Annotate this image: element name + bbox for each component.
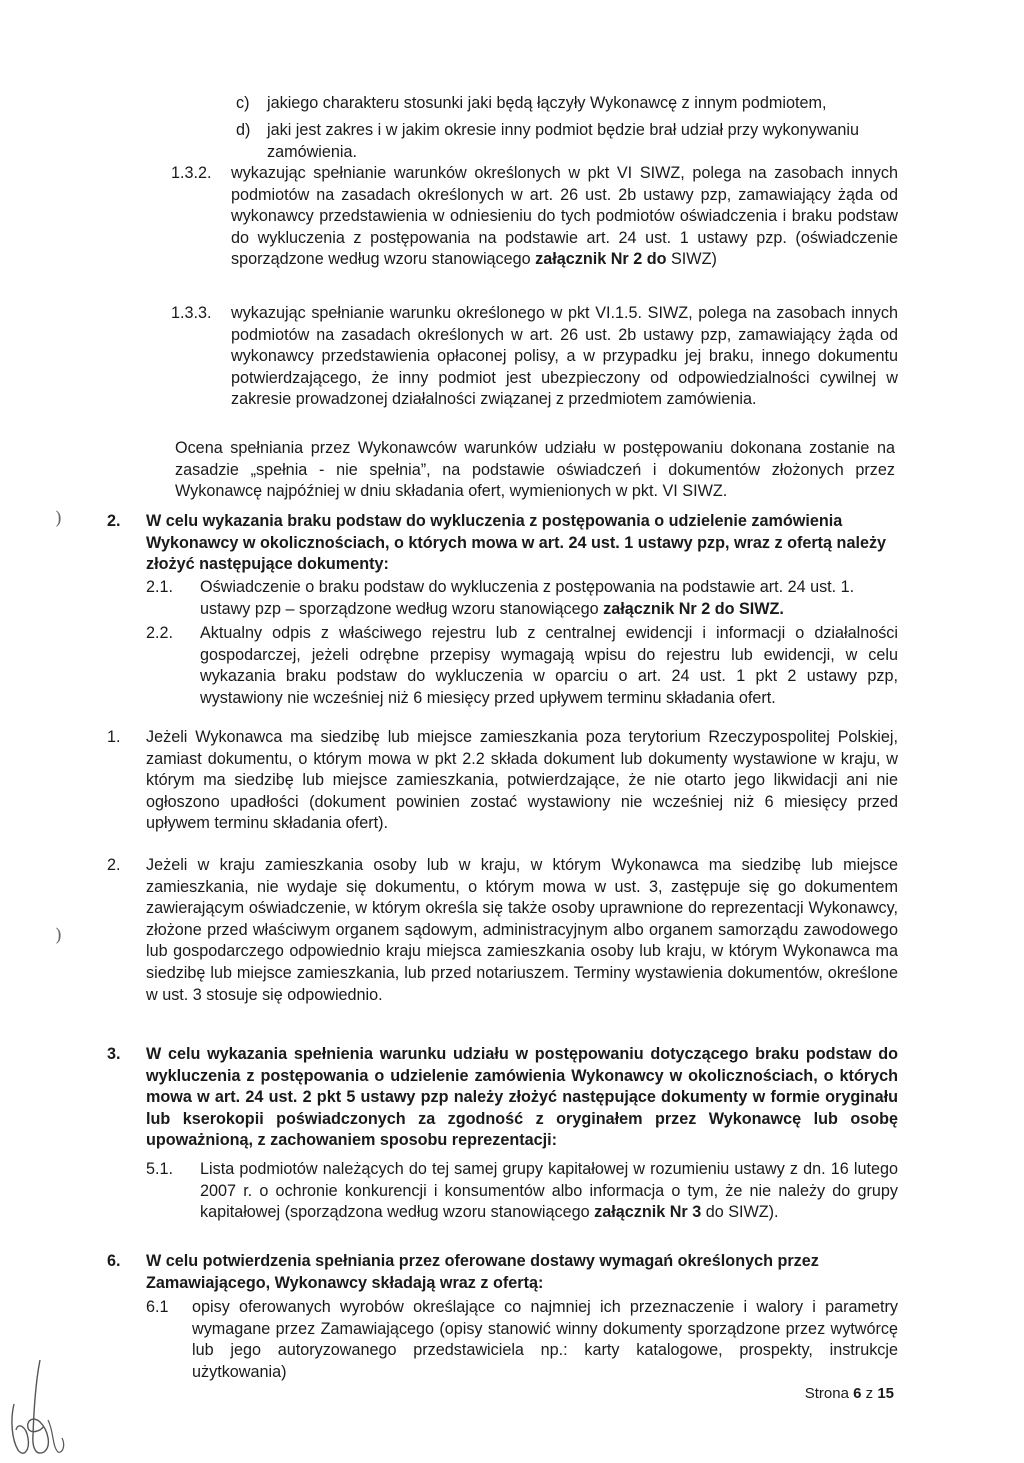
evaluation-paragraph: Ocena spełniania przez Wykonawców warunków udziału w postępowaniu dokonana zostanie na zasadzie „spełnia - nie spełnia”, na podstawie oświadczeń i dokumentów złożonych przez Wykonawcę najpóźniej w dniu składania ofert, wymienionych w pkt. VI SIWZ. (175, 439, 895, 501)
paragraph-number: 2. (107, 856, 121, 874)
section-2-heading (107, 511, 898, 576)
section-text: Oświadczenie o braku podstaw do wykluczenia z postępowania na podstawie art. 24 ust. 1. ustawy pzp – sporządzone według wzoru stanowiącego załącznik Nr 2 do SIWZ. (200, 578, 855, 618)
section-1-3-2 (171, 163, 898, 271)
paragraph-number: 6. (107, 1252, 121, 1270)
section-number: 5.1. (146, 1160, 174, 1178)
margin-mark: ) (55, 925, 63, 946)
list-item-d (236, 120, 876, 163)
section-text: opisy oferowanych wyrobów określające co najmniej ich przeznaczenie i walory i parametry wymagane przez Zamawiającego (opisy stanowić winny dokumenty sporządzone przez wytwórcę lub jego autoryzowanego przedstawiciela np.: karty katalogowe, prospekty, instrukcje użytkowania) (192, 1298, 898, 1381)
paragraph-text: W celu wykazania spełnienia warunku udziału w postępowaniu dotyczącego braku podstaw do wykluczenia z postępowania o udzielenie zamówienia Wykonawcy w okolicznościach, o których mowa w art. 24 ust. 2 pkt 5 ustawy pzp należy złożyć następujące dokumenty w formie oryginału lub kserokopii poświadczonych za zgodność z oryginałem przez Wykonawcę lub osobę upoważnioną, z zachowaniem sposobu reprezentacji: (146, 1045, 898, 1150)
section-number: 2.2. (146, 624, 174, 642)
numbered-paragraph-3 (107, 1044, 898, 1152)
section-number: 6.1 (146, 1298, 169, 1316)
section-2-1 (146, 577, 898, 620)
margin-mark: ) (55, 508, 63, 529)
paragraph-text: Jeżeli Wykonawca ma siedzibę lub miejsce zamieszkania poza terytorium Rzeczypospolitej Polskiej, zamiast dokumentu, o którym mowa w pkt 2.2 składa dokument lub dokumenty wystawione w kraju, w którym ma siedzibę lub miejsce zamieszkania, potwierdzające, że nie otarto jego likwidacji ani nie ogłoszono upadłości (dokument powinien zostać wystawiony nie wcześniej niż 6 miesięcy przed upływem terminu składania ofert). (146, 728, 898, 833)
signature-initials-icon (0, 1360, 110, 1463)
page-number: Strona 6 z 15 (804, 1385, 894, 1402)
section-1-3-3 (171, 303, 898, 411)
section-number: 1.3.2. (171, 164, 212, 182)
section-number: 1.3.3. (171, 304, 212, 322)
item-text: jakiego charakteru stosunki jaki będą łączyły Wykonawcę z innym podmiotem, (267, 94, 827, 112)
section-5-1 (146, 1159, 898, 1224)
numbered-paragraph-6 (107, 1251, 898, 1294)
paragraph-text: Jeżeli w kraju zamieszkania osoby lub w kraju, w którym Wykonawca ma siedzibę lub miejsce zamieszkania, nie wydaje się dokumentu, o którym mowa w ust. 3, zastępuje się go dokumentem zawierającym oświadczenie, w którym określa się także osoby uprawnione do reprezentacji Wykonawcy, złożone przed właściwym organem sądowym, administracyjnym albo organem samorządu zawodowego lub gospodarczego odpowiednio kraju miejsca zamieszkania osoby lub kraju, w którym Wykonawca ma siedzibę lub miejsce zamieszkania, lub przed notariuszem. Terminy wystawienia dokumentów, określone w ust. 3 stosuje się odpowiednio. (146, 856, 898, 1004)
numbered-paragraph-2 (107, 855, 898, 1006)
section-number: 2.1. (146, 578, 174, 596)
list-item-c (236, 93, 896, 115)
section-text: Lista podmiotów należących do tej samej grupy kapitałowej w rozumieniu ustawy z dn. 16 lutego 2007 r. o ochronie konkurencji i konsumentów albo informacja o tym, że nie należy do grupy kapitałowej (sporządzona według wzoru stanowiącego załącznik Nr 3 do SIWZ). (200, 1160, 898, 1222)
paragraph-number: 1. (107, 728, 121, 746)
section-text: Aktualny odpis z właściwego rejestru lub z centralnej ewidencji i informacji o działalności gospodarczej, jeżeli odrębne przepisy wymagają wpisu do rejestru lub ewidencji, w celu wykazania braku podstaw do wykluczenia w oparciu o art. 24 ust. 1 pkt 2 ustawy pzp, wystawiony nie wcześniej niż 6 miesięcy przed upływem terminu składania ofert. (200, 624, 898, 707)
item-text: jaki jest zakres i w jakim okresie inny podmiot będzie brał udział przy wykonywaniu zamówienia. (267, 121, 859, 161)
item-number: d) (236, 121, 251, 139)
section-text: wykazując spełnianie warunku określonego w pkt VI.1.5. SIWZ, polega na zasobach innych podmiotów na zasadach określonych w art. 26 ust. 2b ustawy pzp, zamawiający żąda od wykonawcy przedstawienia opłaconej polisy, a w przypadku jej braku, innego dokumentu potwierdzającego, że inny podmiot jest ubezpieczony od odpowiedzialności cywilnej w zakresie prowadzonej działalności związanej z przedmiotem zamówienia. (231, 304, 898, 409)
section-number: 2. (107, 512, 121, 530)
section-text: wykazując spełnianie warunków określonych w pkt VI SIWZ, polega na zasobach innych podmiotów na zasadach określonych w art. 26 ust. 2b ustawy pzp, zamawiający żąda od wykonawcy przedstawienia w odniesieniu do tych podmiotów oświadczenia i braku podstaw do wykluczenia z postępowania na podstawie art. 24 ust. 1 ustawy pzp. (oświadczenie sporządzone według wzoru stanowiącego załącznik Nr 2 do SIWZ) (231, 164, 898, 269)
numbered-paragraph-1 (107, 727, 898, 835)
section-2-2 (146, 623, 898, 709)
paragraph-text: W celu potwierdzenia spełniania przez oferowane dostawy wymagań określonych przez Zamawiającego, Wykonawcy składają wraz z ofertą: (146, 1252, 819, 1292)
section-6-1 (146, 1297, 898, 1383)
section-text: W celu wykazania braku podstaw do wykluczenia z postępowania o udzielenie zamówienia Wykonawcy w okolicznościach, o których mowa w art. 24 ust. 1 ustawy pzp, wraz z ofertą należy złożyć następujące dokumenty: (146, 512, 887, 574)
paragraph-number: 3. (107, 1045, 121, 1063)
item-number: c) (236, 94, 250, 112)
